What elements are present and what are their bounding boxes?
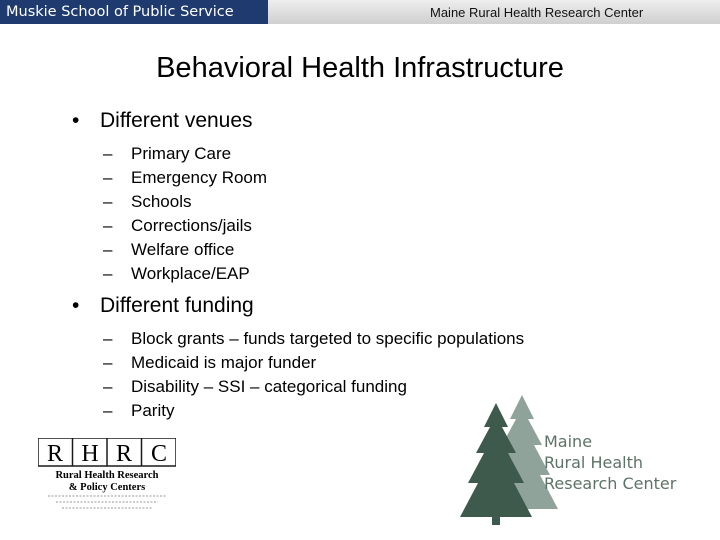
- list-item: [103, 238, 267, 262]
- maine-logo-line1: Maine: [544, 432, 593, 451]
- list-item-text: Workplace/EAP: [131, 264, 250, 283]
- list-item: [103, 190, 267, 214]
- bullet-dot: •: [72, 294, 80, 317]
- bullet-funding: [72, 293, 254, 319]
- list-item-text: Medicaid is major funder: [131, 353, 317, 372]
- maine-rhrc-logo: [458, 393, 708, 525]
- list-item-text: Block grants – funds targeted to specific populations: [131, 329, 525, 348]
- bullet-text: Different funding: [100, 294, 254, 317]
- list-item-text: Corrections/jails: [131, 216, 252, 235]
- venues-list: [103, 142, 267, 286]
- dash: –: [103, 329, 113, 348]
- list-item: [103, 214, 267, 238]
- dash: –: [103, 377, 113, 396]
- rhrc-logo: [38, 438, 176, 518]
- school-brand: Muskie School of Public Service: [0, 0, 268, 24]
- dash: –: [103, 401, 113, 420]
- dash: –: [103, 144, 113, 163]
- list-item-text: Parity: [131, 401, 175, 420]
- dash: –: [103, 168, 113, 187]
- rhrc-letter: R: [115, 441, 133, 467]
- list-item: [103, 142, 267, 166]
- list-item: [103, 166, 267, 190]
- list-item-text: Disability – SSI – categorical funding: [131, 377, 407, 396]
- dash: –: [103, 192, 113, 211]
- maine-logo-line3: Research Center: [544, 474, 677, 493]
- bullet-text: Different venues: [100, 109, 253, 132]
- dash: –: [103, 353, 113, 372]
- list-item-text: Primary Care: [131, 144, 232, 163]
- rhrc-line1: Rural Health Research: [55, 470, 159, 481]
- bullet-venues: [72, 108, 253, 134]
- header-bar: [0, 0, 720, 24]
- bullet-dot: •: [72, 109, 80, 132]
- list-item-text: Welfare office: [131, 240, 235, 259]
- rhrc-letter: C: [150, 441, 168, 467]
- rhrc-letter: H: [81, 441, 99, 467]
- maine-logo-line2: Rural Health: [544, 453, 643, 472]
- list-item-text: Emergency Room: [131, 168, 268, 187]
- slide-title: Behavioral Health Infrastructure: [156, 52, 564, 84]
- list-item: [103, 327, 524, 351]
- research-center-name: Maine Rural Health Research Center: [430, 5, 644, 20]
- rhrc-line2: & Policy Centers: [68, 482, 146, 493]
- dash: –: [103, 264, 113, 283]
- rhrc-letter: R: [46, 441, 64, 467]
- list-item-text: Schools: [131, 192, 192, 211]
- list-item: [103, 351, 524, 375]
- dash: –: [103, 240, 113, 259]
- list-item: [103, 262, 267, 286]
- dash: –: [103, 216, 113, 235]
